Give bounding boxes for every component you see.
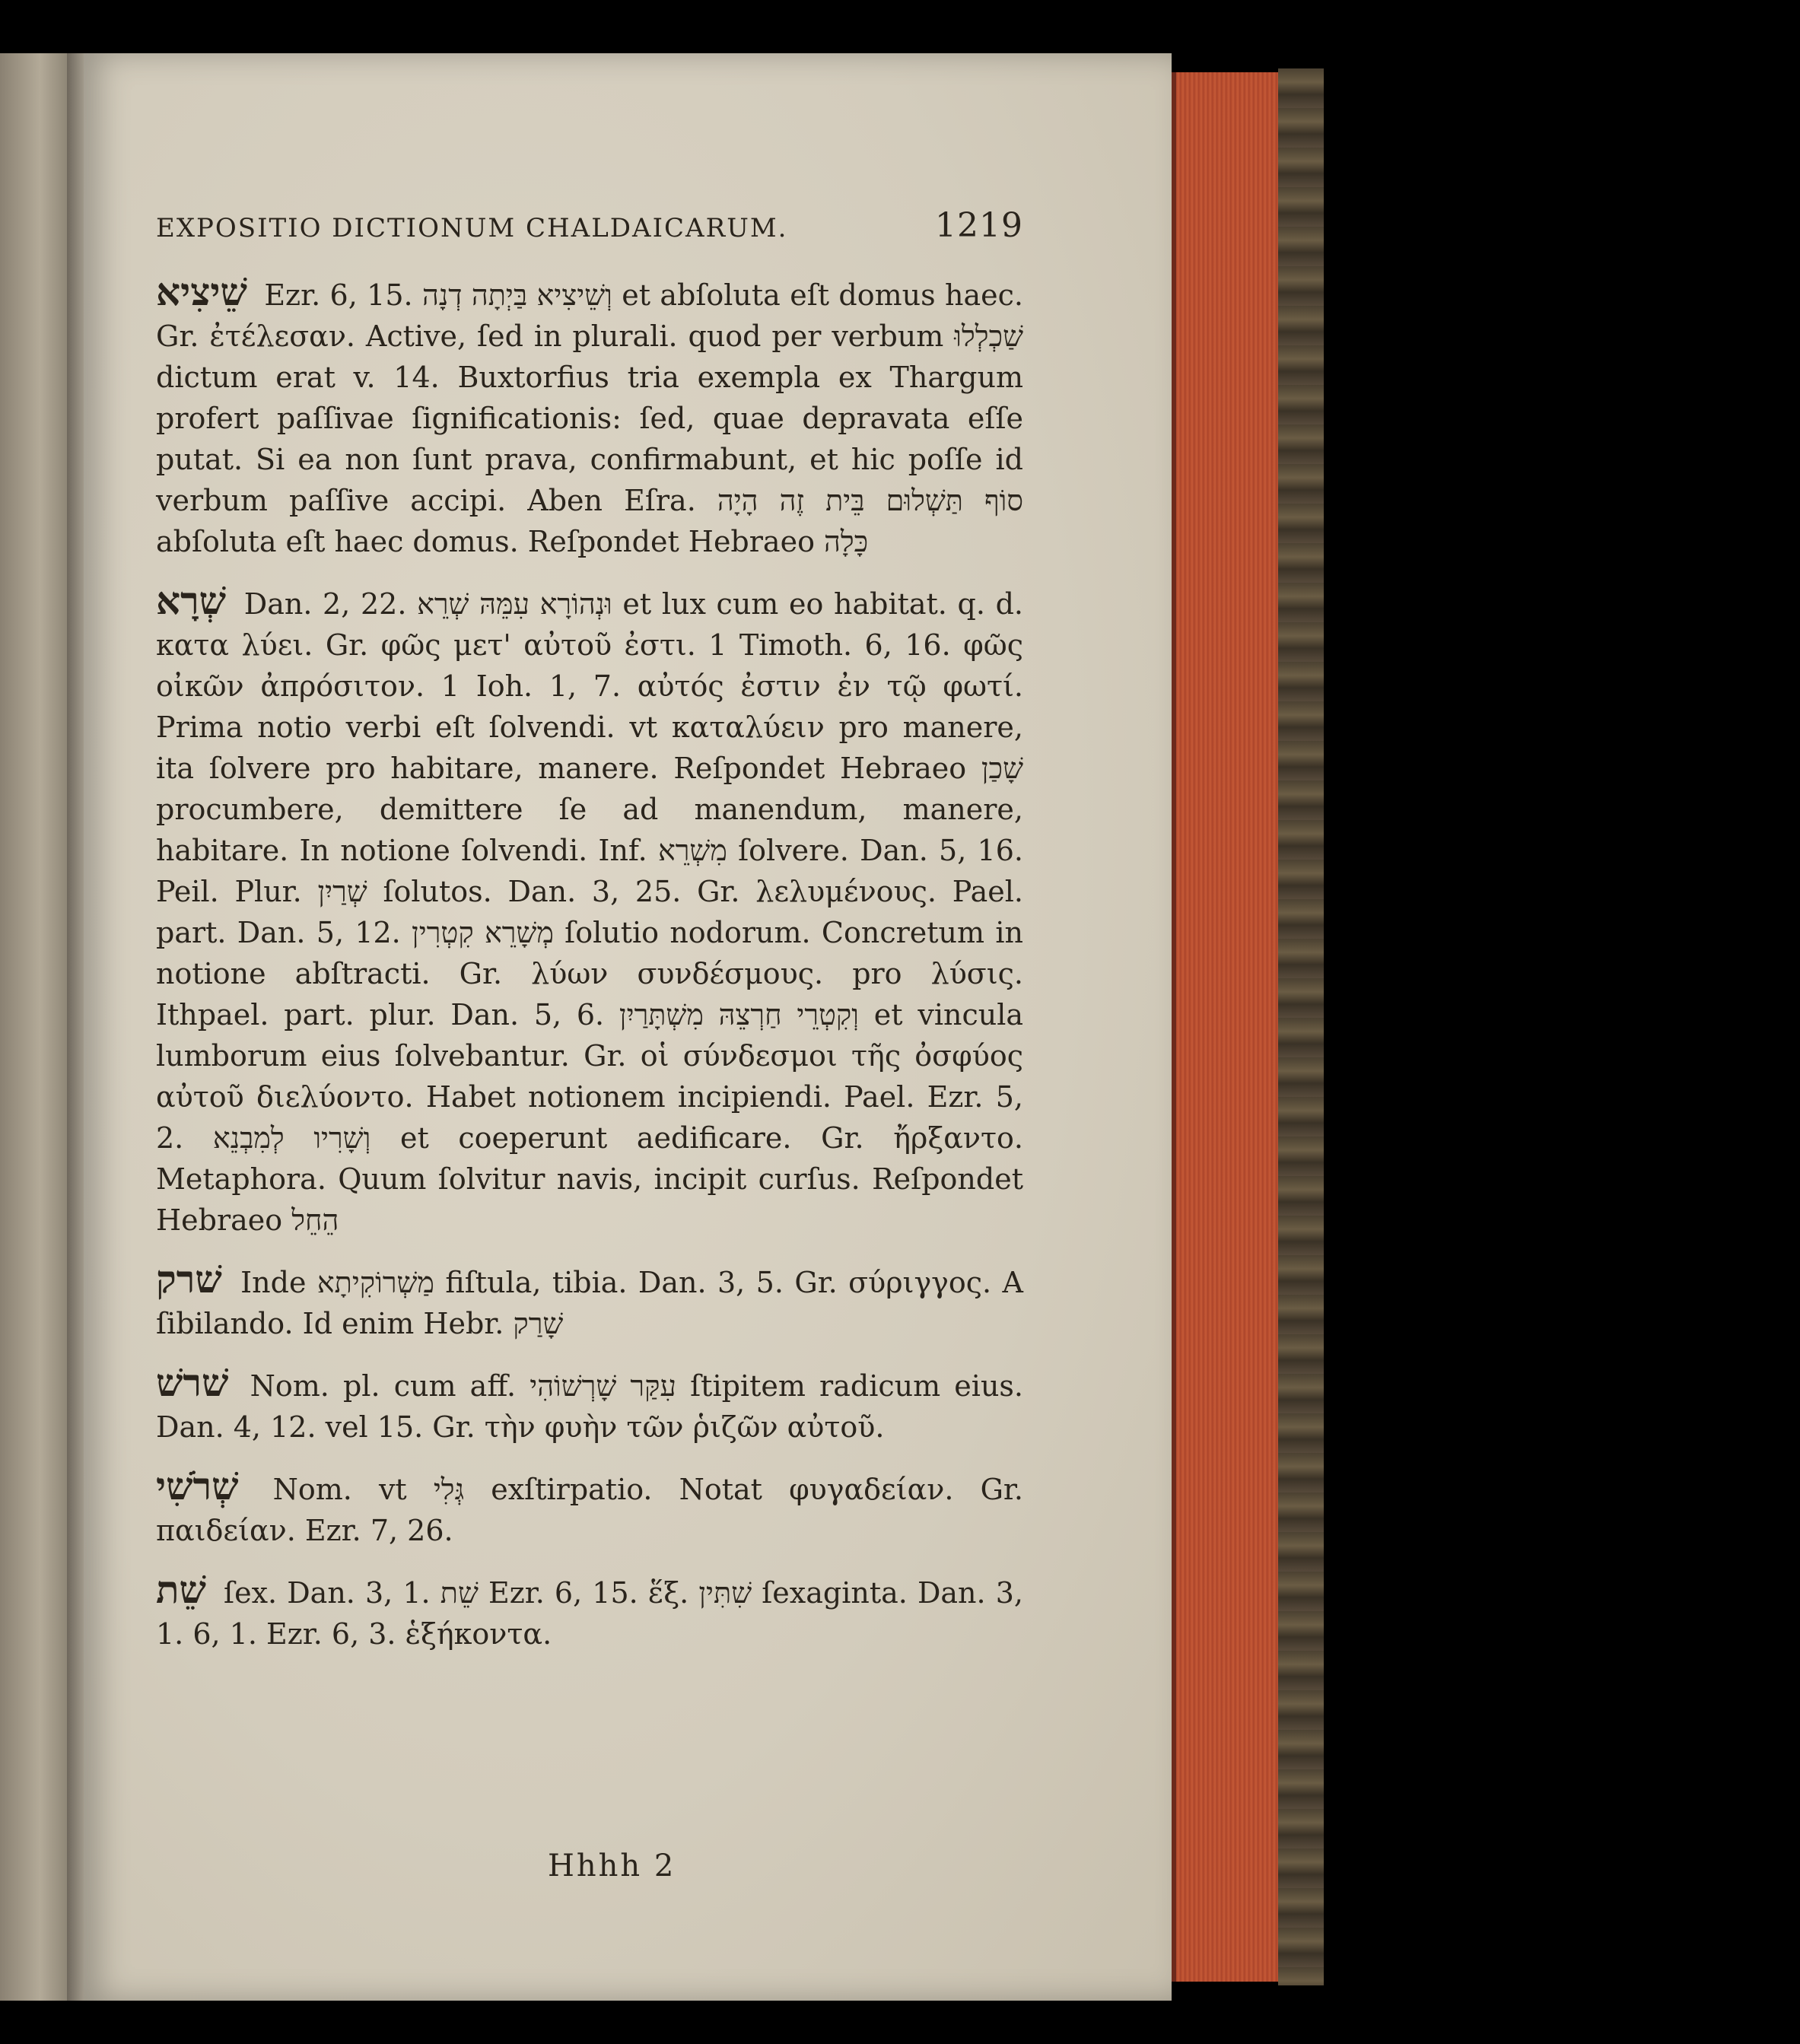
entry-headword: שֵׁיצִיא: [156, 269, 247, 314]
entry-text: Ezr. 6, 15. וְשֵׁיצִיא בַּיְתָה דְנָה et abſoluta eſt domus haec. Gr. ἐτέλεσαν. Active, ſed in plurali. quod per verbum שַׁכְלְלוּ dictum erat v. 14. Buxtorfius tria exempla ex Thargum profert paſſivae ſignificationis: ſed, quae depravata eſſe putat. Si ea non ſunt prava, confirmabunt, et hic poſſe id verbum paſſive accipi. Aben Eſra. סוֹף תַּשְׁלוּם בֵּית זֶה הָיָה abſoluta eſt haec domus. Reſpondet Hebraeo כָּלָה: [156, 278, 1024, 558]
marbled-cover-edge: [1278, 68, 1324, 1985]
running-title: EXPOSITIO DICTIONUM CHALDAICARUM.: [156, 213, 788, 243]
entry-headword: שׁרק: [156, 1257, 222, 1302]
entry-headword: שׁרשׁ: [156, 1360, 229, 1405]
dictionary-entry: [156, 1259, 1023, 1344]
entry-text: ſex. Dan. 3, 1. שֵׁת Ezr. 6, 15. ἕξ. שִׁתִּין ſexaginta. Dan. 3, 1. 6, 1. Ezr. 6, 3. ἑξήκοντα.: [156, 1576, 1023, 1651]
entry-headword: שְׁרֹשִׁי: [156, 1464, 239, 1508]
page-number: 1219: [935, 206, 1023, 245]
facing-page-edge: [0, 53, 67, 2001]
entry-headword: שֵׁת: [156, 1567, 206, 1612]
dictionary-entry: [156, 580, 1023, 1241]
running-header: [156, 205, 1023, 249]
entry-text: Nom. vt גְּלִי exſtirpatio. Notat φυγαδείαν. Gr. παιδείαν. Ezr. 7, 26.: [156, 1473, 1023, 1547]
entry-headword: שְׁרָא: [156, 578, 227, 623]
signature-mark: Hhhh 2: [548, 1849, 676, 1883]
page-content: [156, 205, 1023, 1673]
dictionary-entry: [156, 269, 1024, 562]
dictionary-entry: [156, 1362, 1023, 1448]
entry-text: Nom. pl. cum aff. עִקַּר שָׁרְשׁוֹהִי ſtipitem radicum eius. Dan. 4, 12. vel 15. Gr. τὴν φυὴν τῶν ῥιζῶν αὐτοῦ.: [156, 1369, 1024, 1444]
entry-text: Dan. 2, 22. וּנְהוֹרָא עִמֵּהּ שְׁרֵא et lux cum eo habitat. q. d. κατα λύει. Gr. φῶς μετ' αὐτοῦ ἐστι. 1 Timoth. 6, 16. φῶς οἰκῶν ἀπρόσιτον. 1 Ioh. 1, 7. αὐτός ἐστιν ἐν τῷ φωτί. Prima notio verbi eſt ſolvendi. vt καταλύειν pro manere, ita ſolvere pro habitare, manere. Reſpondet Hebraeo שָׁכַן procumbere, demittere ſe ad manendum, manere, habitare. In notione ſolvendi. Inf. מִשְׁרֵא ſolvere. Dan. 5, 16. Peil. Plur. שְׁרַיִן ſolutos. Dan. 3, 25. Gr. λελυμένους. Pael. part. Dan. 5, 12. מְשָׁרֵא קִטְרִין ſolutio nodorum. Concretum in notione abſtracti. Gr. λύων συνδέσμους. pro λύσις. Ithpael. part. plur. Dan. 5, 6. וְקִטְרֵי חַרְצֵהּ מִשְׁתָּרַיִן et vincula lumborum eius ſolvebantur. Gr. οἱ σύνδεσμοι τῆς ὀσφύος αὐτοῦ διελύοντο. Habet notionem incipiendi. Pael. Ezr. 5, 2. וְשָׁרִיו לְמִבְנֵא et coeperunt aedificare. Gr. ἤρξαντο. Metaphora. Quum ſolvitur navis, incipit curſus. Reſpondet Hebraeo הֵחֵל: [156, 587, 1024, 1237]
dictionary-entry: [156, 1466, 1023, 1551]
entry-text: Inde מַשְׁרוֹקִיתָא fiſtula, tibia. Dan. 3, 5. Gr. σύριγγος. A ſibilando. Id enim Hebr. שָׁרַק: [156, 1266, 1023, 1340]
page-block-red-edge: [1172, 72, 1283, 1982]
dictionary-entry: [156, 1569, 1023, 1655]
